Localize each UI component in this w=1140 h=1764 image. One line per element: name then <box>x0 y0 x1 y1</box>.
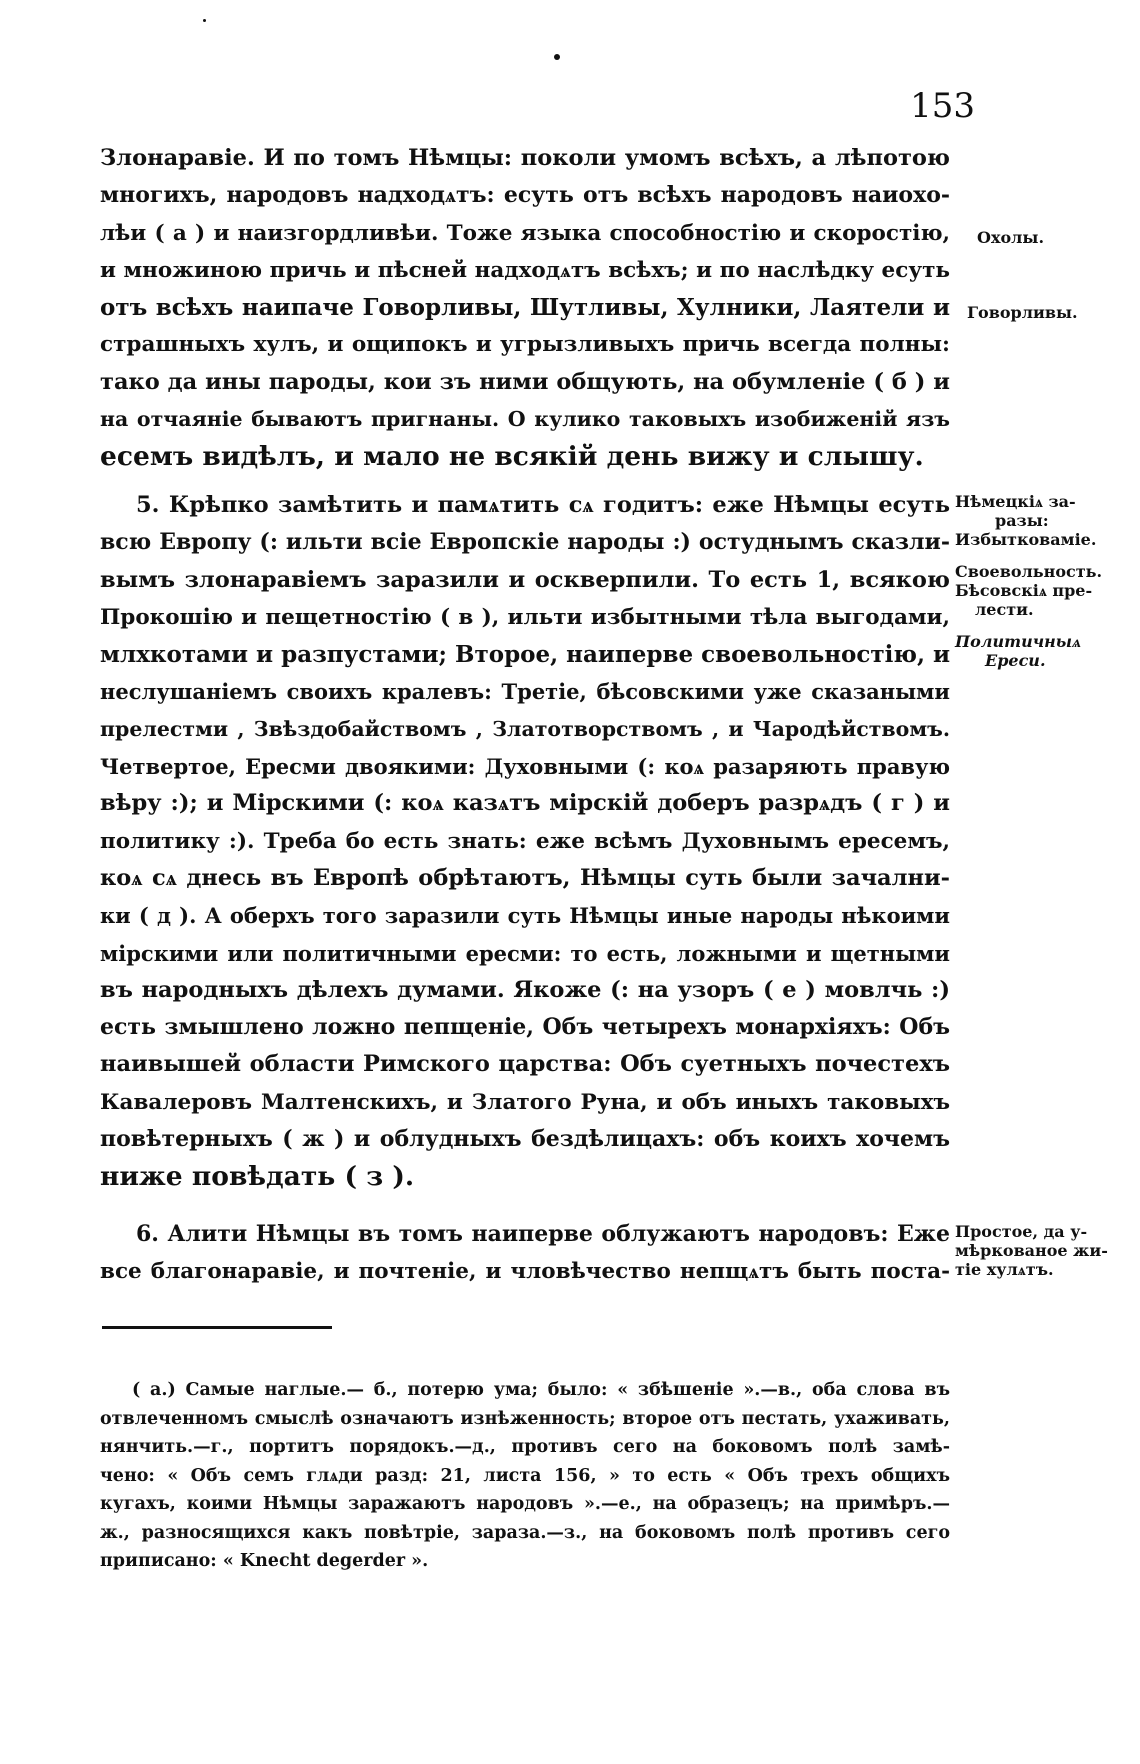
footnote-separator <box>102 1326 332 1329</box>
margin-note: разы: <box>995 511 1049 530</box>
ink-dot <box>554 54 560 60</box>
body-line: лѣи ( а ) и наизгордливѣи. Тоже языка способностію и скоростію, <box>100 220 950 246</box>
margin-note: Политичныѧ <box>955 632 1082 651</box>
body-line: вѣру :); и Мірскими (: коѧ казѧтъ мірскій доберъ разрѧдъ ( г ) и <box>100 790 950 817</box>
footnote-line: приписано: « Knecht degerder ». <box>100 1551 429 1571</box>
body-line: Кавалеровъ Малтенскихъ, и Златого Руна, и объ иныхъ таковыхъ <box>100 1089 950 1115</box>
body-line: млхкотами и разпустами; Второе, наиперве своевольностію, и <box>100 641 951 669</box>
body-line: ки ( д ). А оберхъ того заразили суть Нѣмцы иные народы нѣкоими <box>100 903 950 929</box>
body-line: 5. Крѣпко замѣтить и памѧтить сѧ годитъ: еже Нѣмцы есуть <box>136 492 950 518</box>
margin-note: Бѣсовскіѧ пре- <box>955 581 1093 600</box>
body-line: страшныхъ хулъ, и ощипокъ и угрызливыхъ причь всегда полны: <box>100 332 950 358</box>
body-line: прелестми , Звѣздобайствомъ , Златотворствомъ , и Чародѣйствомъ. <box>100 716 950 741</box>
body-line: всю Европу (: ильти всіе Европскіе народы :) остуднымъ сказли- <box>100 529 950 556</box>
body-line: ниже повѣдать ( з ). <box>100 1161 415 1193</box>
body-line: тако да ины пароды, кои зъ ними общують, на обумленіе ( б ) и <box>100 368 950 395</box>
body-line: повѣтерныхъ ( ж ) и облудныхъ бездѣлицахъ: объ коихъ хочемъ <box>100 1126 950 1153</box>
margin-note: Простое, да у- <box>955 1222 1088 1241</box>
page-number: 153 <box>910 86 975 126</box>
paragraph-6 <box>100 1216 950 1291</box>
margin-note: Своевольность. <box>955 562 1103 581</box>
margin-note: Ереси. <box>985 651 1046 670</box>
footnote-line: ж., разносящихся какъ повѣтріе, зараза.—з., на боковомъ полѣ противъ сего <box>100 1522 950 1543</box>
margin-note: Говорливы. <box>967 303 1078 322</box>
body-line: политику :). Треба бо есть знать: еже всѣмъ Духовнымъ ересемъ, <box>100 828 950 854</box>
body-line: 6. Алити Нѣмцы въ томъ наиперве облужаютъ народовъ: Еже <box>136 1221 950 1247</box>
body-line: Злонаравіе. И по томъ Нѣмцы: поколи умомъ всѣхъ, а лѣпотою <box>100 145 950 171</box>
body-line: въ народныхъ дѣлехъ думами. Якоже (: на узоръ ( е ) мовлчь :) <box>100 976 950 1003</box>
margin-note: Нѣмецкіѧ за- <box>955 492 1076 511</box>
body-line: Четвертое, Ересми двоякими: Духовными (: коѧ разаряють правую <box>100 754 950 780</box>
footnote-line: кугахъ, коими Нѣмцы заражаютъ народовъ ».—е., на образецъ; на примѣръ.— <box>100 1494 950 1514</box>
footnote-line: чено: « Объ семъ глѧди разд: 21, листа 156, » то есть « Объ трехъ общихъ <box>100 1465 950 1486</box>
margin-note: лести. <box>975 600 1034 619</box>
body-line: наивышей области Римского царства: Объ суетныхъ почестехъ <box>100 1051 950 1078</box>
body-line: есть змышлено ложно пепщеніе, Объ четырехъ монархіяхъ: Объ <box>100 1014 950 1041</box>
body-line: отъ всѣхъ наипаче Говорливы, Шутливы, Хулники, Лаятели и <box>100 294 950 322</box>
paragraph-1 <box>100 140 950 476</box>
body-line: и множиною причь и пѣсней надходѧтъ всѣхъ; и по наслѣдку есуть <box>100 257 950 283</box>
margin-note: Охолы. <box>977 228 1045 247</box>
footnote-line: нянчить.—г., портитъ порядокъ.—д., противъ сего на боковомъ полѣ замѣ- <box>100 1437 950 1457</box>
body-line: неслушаніемъ своихъ кралевъ: Третіе, бѣсовскими уже сказаными <box>100 679 950 705</box>
footnote-line: отвлеченномъ смыслѣ означаютъ изнѣженность; второе отъ пестать, ухаживать, <box>100 1408 950 1429</box>
body-line: на отчаяніе бываютъ пригнаны. О кулико таковыхъ изобиженій язъ <box>100 407 950 432</box>
paragraph-5 <box>100 487 950 1196</box>
margin-note: тіе хулѧтъ. <box>955 1260 1054 1279</box>
body-line: все благонаравіе, и почтеніе, и чловѣчество непщѧтъ быть поста- <box>100 1259 950 1285</box>
body-line: Прокошію и пещетностію ( в ), ильти избытными тѣла выгодами, <box>100 604 950 630</box>
body-line: есемъ видѣлъ, и мало не всякій день вижу и слышу. <box>100 441 924 473</box>
body-line: многихъ, народовъ надходѧтъ: есуть отъ всѣхъ народовъ наиохо- <box>100 182 950 209</box>
body-line: мірскими или политичными ересми: то есть, ложными и щетными <box>100 940 950 966</box>
margin-note: мѣркованое жи- <box>955 1241 1108 1260</box>
body-line: коѧ сѧ днесь въ Европѣ обрѣтаютъ, Нѣмцы суть были зачални- <box>100 864 950 891</box>
body-line: вымъ злонаравіемъ заразили и оскверпили. То есть 1, всякою <box>100 566 950 593</box>
footnote-line: ( а.) Самые наглые.— б., потерю ума; было: « збѣшеніе ».—в., оба слова въ <box>132 1380 950 1400</box>
margin-note: Избытковаміе. <box>955 530 1097 549</box>
ink-speck <box>203 19 206 22</box>
footnotes <box>100 1376 950 1576</box>
